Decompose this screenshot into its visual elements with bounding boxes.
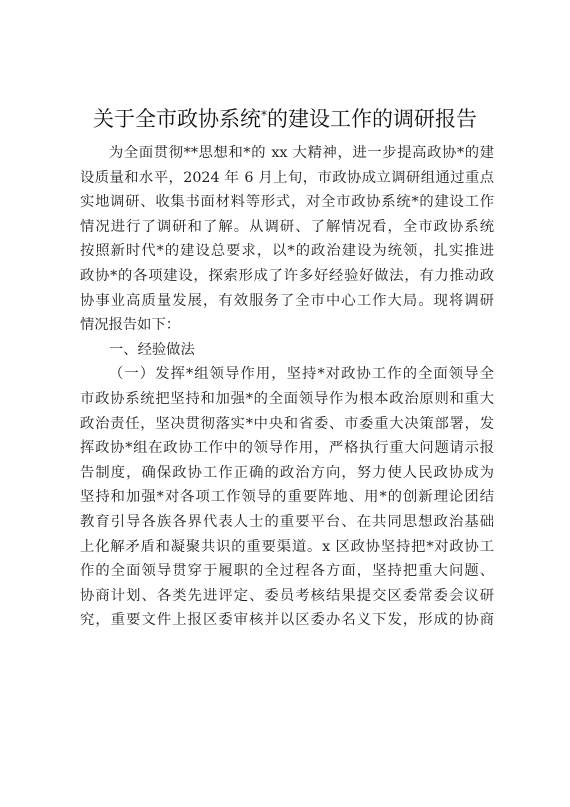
text-line: （一）发挥*组领导作用，坚持*对政协工作的全面领导全 <box>109 366 494 383</box>
text-line: 上化解矛盾和凝聚共识的重要渠道。x 区政协坚持把*对政协工 <box>80 538 494 555</box>
intro-paragraph <box>80 141 494 338</box>
text-line: 设质量和水平，2024 年 6 月上旬，市政协成立调研组通过重点 <box>80 169 494 186</box>
section-heading-1 <box>80 338 494 363</box>
text-line: 坚持和加强*对各项工作领导的重要阵地、用*的创新理论团结 <box>80 489 494 506</box>
title-asterisk: * <box>261 108 267 122</box>
text-line: 实地调研、收集书面材料等形式，对全市政协系统*的建设工作 <box>80 194 494 211</box>
text-line: 市政协系统把坚持和加强*的全面领导作为根本政治原则和重大 <box>80 390 494 407</box>
text-line: 作的全面领导贯穿于履职的全过程各方面，坚持把重大问题、 <box>80 563 494 580</box>
title-text: 关于全市政协系统 <box>93 107 261 131</box>
text-line: 挥政协*组在政协工作中的领导作用，严格执行重大问题请示报 <box>80 440 494 457</box>
text-line: 协商计划、各类先进评定、委员考核结果提交区委常委会议研 <box>80 587 494 604</box>
text-line: 协事业高质量发展，有效服务了全市中心工作大局。现将调研 <box>80 292 494 309</box>
section-heading-text: 一、经验做法 <box>109 341 195 358</box>
text-line: 按照新时代*的建设总要求，以*的政治建设为统领，扎实推进 <box>80 243 494 260</box>
text-line: 政协*的各项建设，探索形成了许多好经验好做法，有力推动政 <box>80 267 494 284</box>
text-line: 政治责任，坚决贯彻落实*中央和省委、市委重大决策部署，发 <box>80 415 494 432</box>
document-body <box>80 141 494 633</box>
document-title <box>0 104 570 134</box>
text-line: 情况进行了调研和了解。从调研、了解情况看，全市政协系统 <box>80 218 494 235</box>
text-line: 情况报告如下： <box>80 317 181 334</box>
text-line: 教育引导各族各界代表人士的重要平台、在共同思想政治基础 <box>80 513 494 530</box>
text-line: 告制度，确保政协工作正确的政治方向，努力使人民政协成为 <box>80 464 494 481</box>
text-line: 究，重要文件上报区委审核并以区委办名义下发，形成的协商 <box>80 612 494 629</box>
text-line: 为全面贯彻**思想和*的 xx 大精神，进一步提高政协*的建 <box>109 145 494 161</box>
item-paragraph-1 <box>80 362 494 633</box>
title-suffix: 的建设工作的调研报告 <box>267 107 477 131</box>
